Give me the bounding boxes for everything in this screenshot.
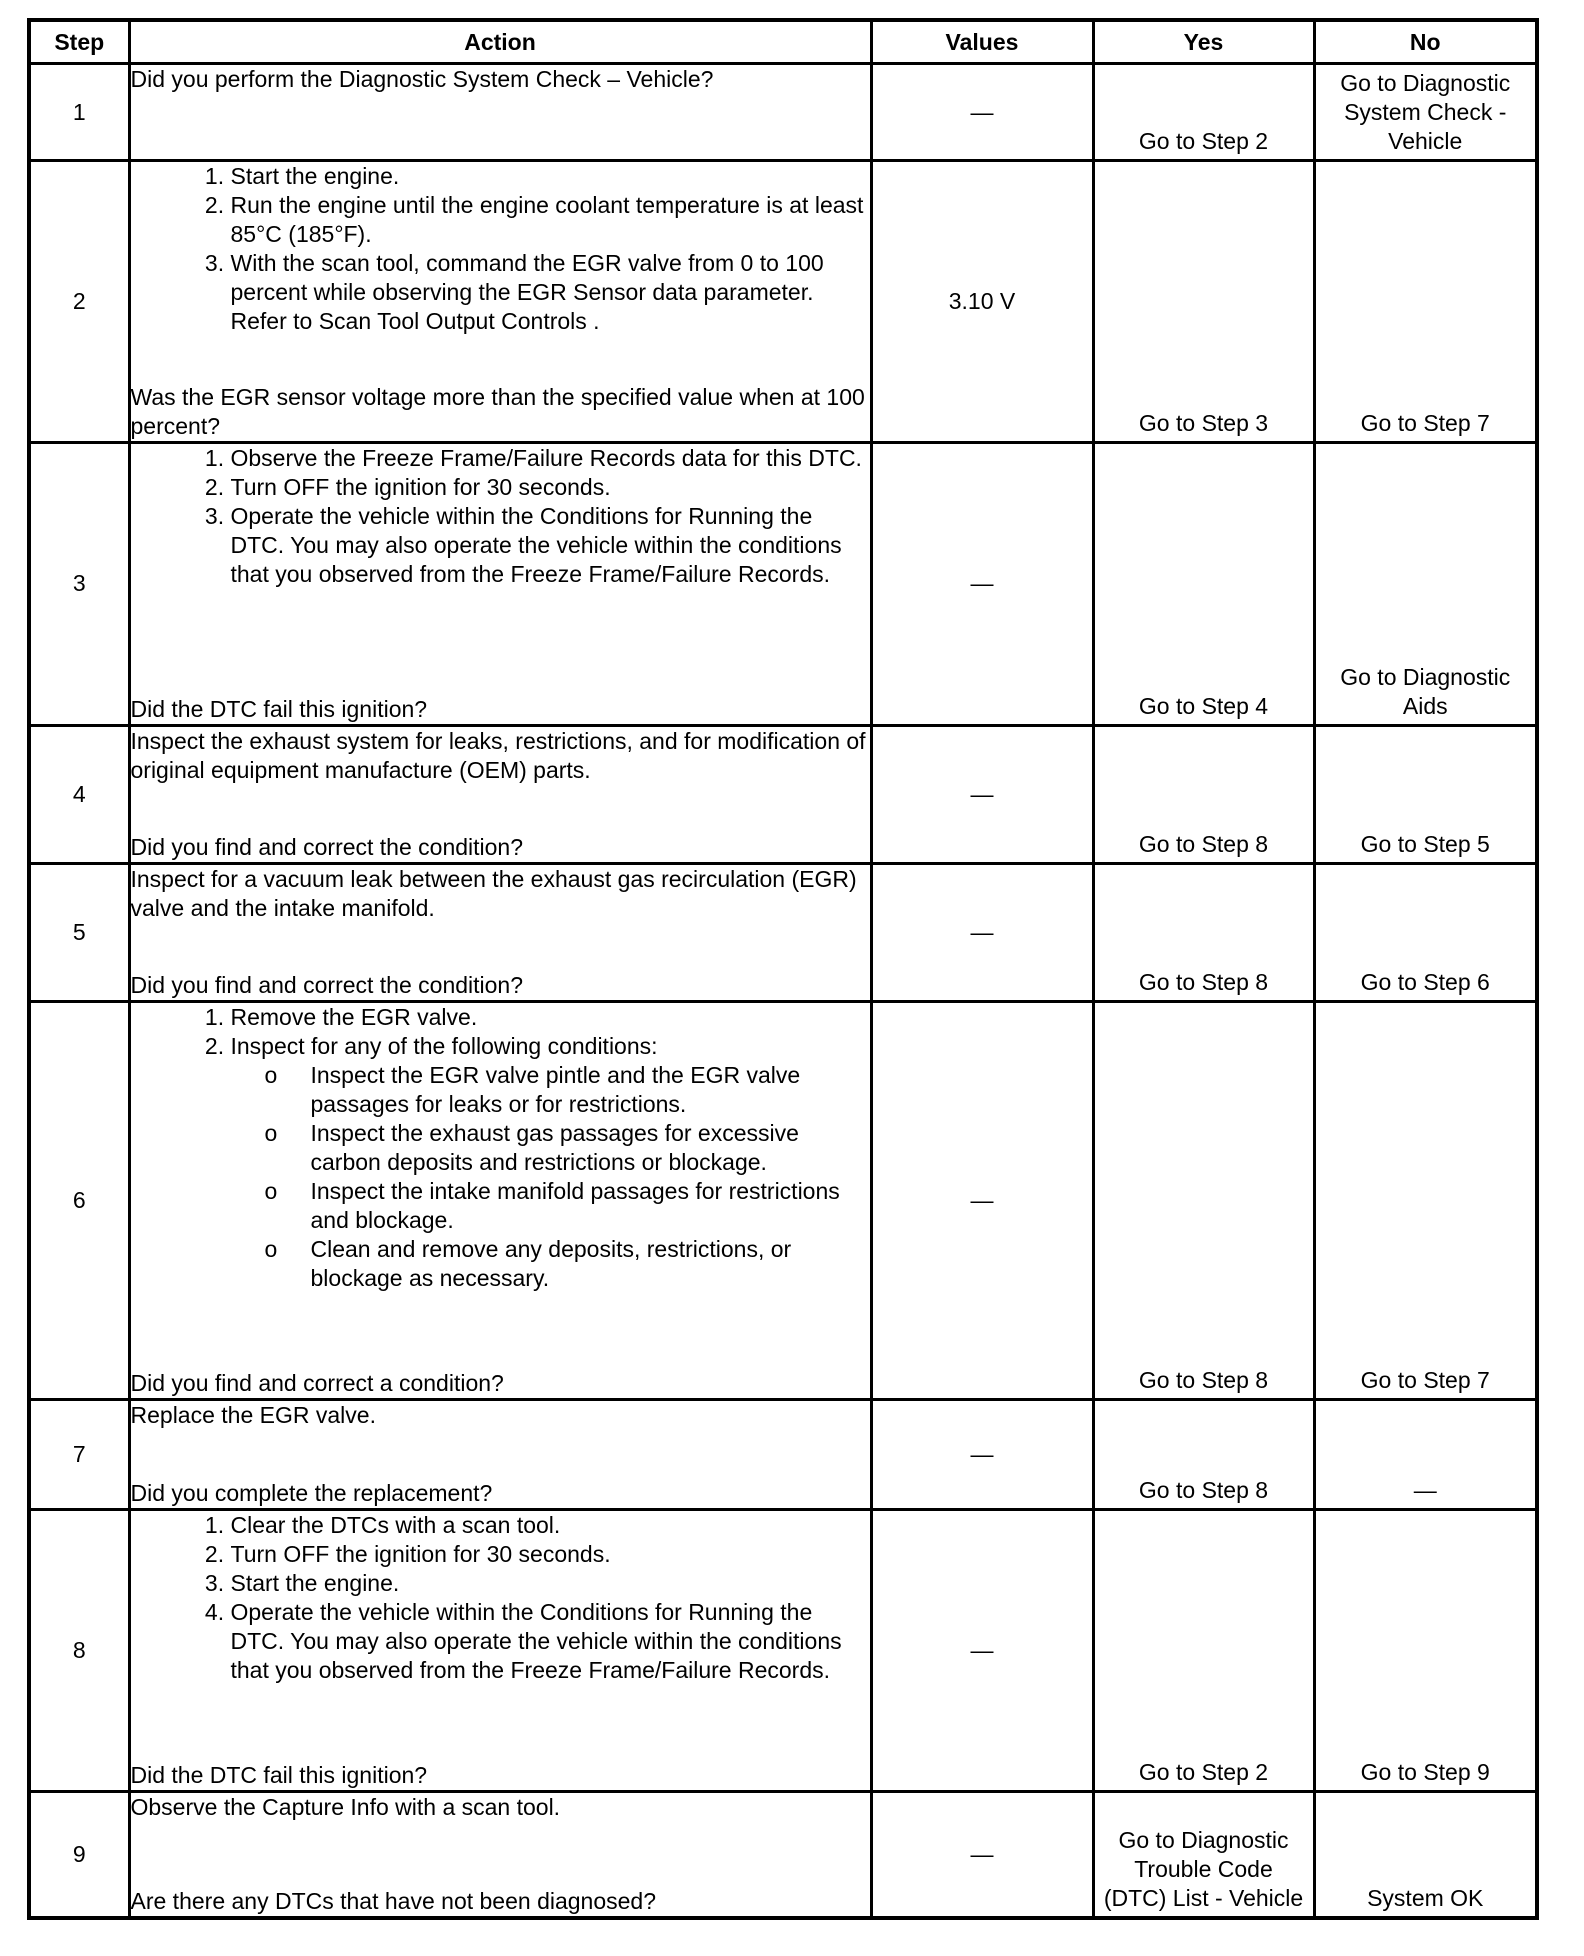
- no-text: Go to Step 7: [1360, 410, 1490, 437]
- value-cell: —: [871, 1510, 1093, 1792]
- step-number: 5: [29, 863, 129, 1001]
- action-text: Inspect for a vacuum leak between the exhaust gas recirculation (EGR) valve and the intake manifold.: [130, 865, 857, 921]
- list-item: 1. Start the engine.: [231, 162, 870, 191]
- action-question: Did you complete the replacement?: [130, 1480, 493, 1507]
- step-list: [131, 1511, 870, 1685]
- list-item: 2. Run the engine until the engine coolant temperature is at least 85°C (185°F).: [231, 191, 870, 249]
- diagnostic-table: [27, 18, 1539, 1920]
- no-cell: [1314, 443, 1537, 725]
- no-cell: [1314, 863, 1537, 1001]
- step-number: 9: [29, 1792, 129, 1918]
- yes-text: Go to Step 4: [1138, 692, 1269, 719]
- list-item: 1. Clear the DTCs with a scan tool.: [231, 1511, 870, 1540]
- action-cell: [129, 1510, 871, 1792]
- table-row: [29, 443, 1537, 725]
- table-row: [29, 1001, 1537, 1399]
- sub-list-item: o Clean and remove any deposits, restrictions, or blockage as necessary.: [311, 1235, 870, 1293]
- no-cell: [1314, 1510, 1537, 1792]
- no-cell: [1314, 1792, 1537, 1918]
- yes-text: Go to Diagnostic Trouble Code (DTC) List - Vehicle: [1103, 1827, 1304, 1911]
- yes-cell: [1093, 863, 1314, 1001]
- step-number: 4: [29, 725, 129, 863]
- header-yes: Yes: [1093, 20, 1314, 64]
- list-item: 1. Remove the EGR valve.: [231, 1003, 870, 1032]
- action-text: Inspect the exhaust system for leaks, restrictions, and for modification of original equipment manufacture (OEM) parts.: [130, 727, 866, 783]
- step-number: 1: [29, 64, 129, 161]
- action-cell: [129, 863, 871, 1001]
- step-number: 2: [29, 161, 129, 443]
- table-row: [29, 1792, 1537, 1918]
- step-number: 3: [29, 443, 129, 725]
- no-text: Go to Step 9: [1360, 1759, 1490, 1786]
- table-row: [29, 64, 1537, 161]
- yes-cell: [1093, 725, 1314, 863]
- header-values: Values: [871, 20, 1093, 64]
- yes-cell: [1093, 443, 1314, 725]
- yes-text: Go to Step 8: [1138, 830, 1269, 857]
- action-cell: [129, 1792, 871, 1918]
- yes-cell: [1093, 1001, 1314, 1399]
- list-item: 3. Operate the vehicle within the Conditions for Running the DTC. You may also operate the vehicle within the conditions that you observed from the Freeze Frame/Failure Records.: [231, 502, 870, 589]
- list-item: [231, 1032, 870, 1293]
- no-text: —: [1413, 1477, 1437, 1504]
- no-text: Go to Diagnostic System Check - Vehicle: [1340, 70, 1511, 154]
- no-text: System OK: [1367, 1885, 1484, 1911]
- no-cell: [1314, 1001, 1537, 1399]
- yes-cell: [1093, 1400, 1314, 1510]
- yes-text: Go to Step 8: [1138, 968, 1269, 995]
- no-text: Go to Step 6: [1360, 968, 1490, 995]
- action-question: Did you find and correct a condition?: [130, 1370, 504, 1397]
- action-text: Did you perform the Diagnostic System Check – Vehicle?: [130, 66, 714, 92]
- action-question: Was the EGR sensor voltage more than the specified value when at 100 percent?: [130, 384, 865, 440]
- sub-list: [231, 1061, 870, 1293]
- yes-cell: [1093, 161, 1314, 443]
- yes-text: Go to Step 8: [1138, 1477, 1269, 1504]
- list-item: 4. Operate the vehicle within the Conditions for Running the DTC. You may also operate the vehicle within the conditions that you observed from the Freeze Frame/Failure Records.: [231, 1598, 870, 1685]
- action-cell: [129, 161, 871, 443]
- action-question: Did the DTC fail this ignition?: [130, 695, 428, 722]
- header-action: Action: [129, 20, 871, 64]
- sub-list-item: o Inspect the exhaust gas passages for excessive carbon deposits and restrictions or blockage.: [311, 1119, 870, 1177]
- yes-text: Go to Step 2: [1138, 128, 1269, 155]
- value-cell: —: [871, 443, 1093, 725]
- no-text: Go to Step 7: [1360, 1367, 1490, 1394]
- step-number: 6: [29, 1001, 129, 1399]
- header-step: Step: [29, 20, 129, 64]
- table-row: [29, 863, 1537, 1001]
- yes-cell: [1093, 1792, 1314, 1918]
- table-row: [29, 1400, 1537, 1510]
- action-question: Are there any DTCs that have not been diagnosed?: [130, 1888, 657, 1914]
- action-cell: [129, 443, 871, 725]
- action-question: Did you find and correct the condition?: [130, 833, 524, 860]
- no-text: Go to Step 5: [1360, 830, 1490, 857]
- action-cell: [129, 725, 871, 863]
- action-cell: [129, 1001, 871, 1399]
- no-cell: [1314, 161, 1537, 443]
- value-cell: —: [871, 1400, 1093, 1510]
- step-number: 7: [29, 1400, 129, 1510]
- action-question: Did you find and correct the condition?: [130, 971, 524, 998]
- value-cell: 3.10 V: [871, 161, 1093, 443]
- action-question: Did the DTC fail this ignition?: [130, 1762, 428, 1789]
- yes-text: Go to Step 8: [1138, 1367, 1269, 1394]
- no-text: Go to Diagnostic Aids: [1340, 663, 1511, 719]
- table-row: [29, 725, 1537, 863]
- action-text: Observe the Capture Info with a scan tool.: [130, 1794, 561, 1821]
- value-cell: —: [871, 725, 1093, 863]
- header-no: No: [1314, 20, 1537, 64]
- sub-list-item: o Inspect the intake manifold passages for restrictions and blockage.: [311, 1177, 870, 1235]
- no-cell: [1314, 725, 1537, 863]
- list-item: 2. Turn OFF the ignition for 30 seconds.: [231, 473, 870, 502]
- value-cell: —: [871, 1792, 1093, 1918]
- yes-text: Go to Step 2: [1138, 1759, 1269, 1786]
- action-text: Replace the EGR valve.: [130, 1402, 376, 1429]
- value-cell: —: [871, 1001, 1093, 1399]
- header-row: [29, 20, 1537, 64]
- no-cell: [1314, 1400, 1537, 1510]
- step-list: [131, 444, 870, 589]
- action-cell: [129, 1400, 871, 1510]
- step-list: [131, 1003, 870, 1293]
- no-cell: [1314, 64, 1537, 161]
- yes-cell: [1093, 64, 1314, 161]
- value-cell: —: [871, 64, 1093, 161]
- list-item: 1. Observe the Freeze Frame/Failure Records data for this DTC.: [231, 444, 870, 473]
- yes-cell: [1093, 1510, 1314, 1792]
- action-cell: [129, 64, 871, 161]
- yes-text: Go to Step 3: [1138, 410, 1269, 437]
- step-number: 8: [29, 1510, 129, 1792]
- value-cell: —: [871, 863, 1093, 1001]
- table-row: [29, 161, 1537, 443]
- table-row: [29, 1510, 1537, 1792]
- list-item-text: Inspect for any of the following conditions:: [230, 1032, 658, 1059]
- sub-list-item: o Inspect the EGR valve pintle and the EGR valve passages for leaks or for restrictions.: [311, 1061, 870, 1119]
- list-item: 3. Start the engine.: [231, 1569, 870, 1598]
- step-list: [131, 162, 870, 336]
- list-item: 3. With the scan tool, command the EGR valve from 0 to 100 percent while observing the EGR Sensor data parameter. Refer to Scan Tool Output Controls .: [231, 249, 870, 336]
- list-item: 2. Turn OFF the ignition for 30 seconds.: [231, 1540, 870, 1569]
